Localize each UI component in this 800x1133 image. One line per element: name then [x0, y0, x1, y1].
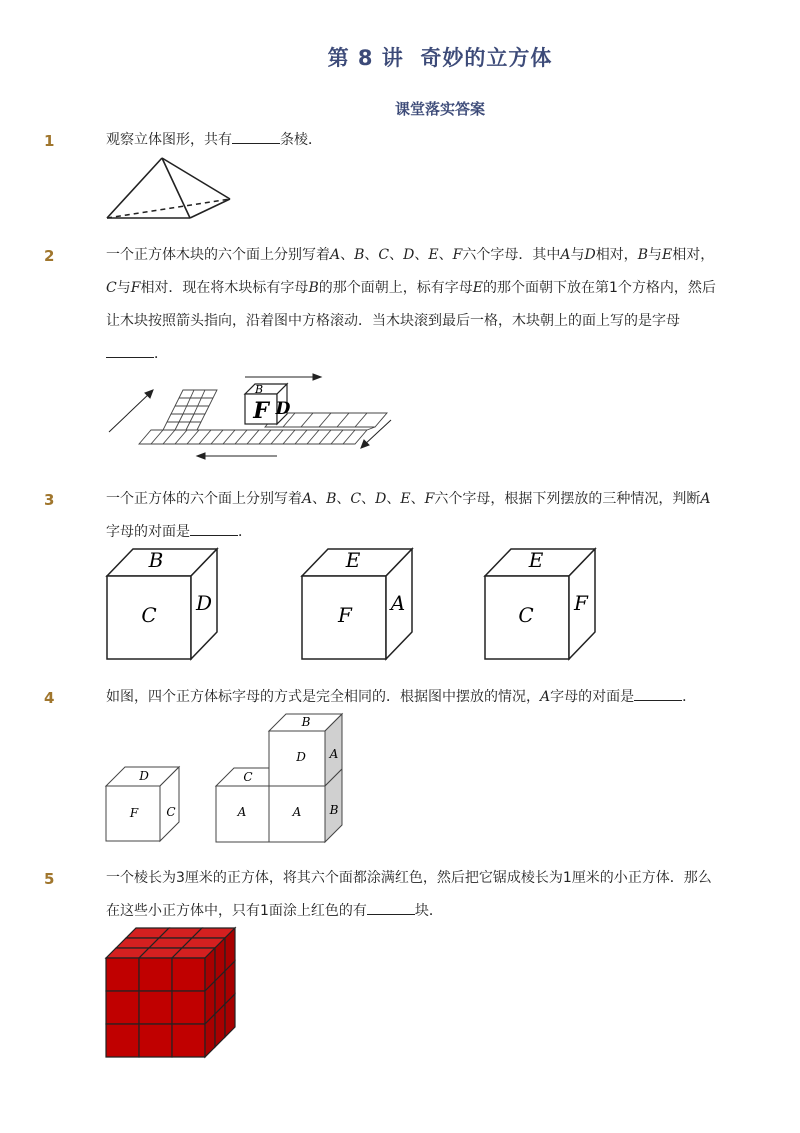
- page-subtitle: [0, 98, 800, 119]
- right-cube-side-letter: B: [329, 803, 339, 817]
- q2-letter: C: [378, 247, 390, 263]
- q2-letter: B: [354, 247, 365, 263]
- grid-line: [163, 430, 175, 444]
- grid-line: [343, 430, 355, 444]
- q4-text: 如图，四个正方体标字母的方式是完全相同的．根据图中摆放的情况，: [106, 689, 540, 705]
- grid-line: [151, 430, 163, 444]
- grid-line: [175, 430, 187, 444]
- cube-top-letter: B: [254, 383, 264, 396]
- q3-text: 、: [386, 491, 401, 507]
- top-cube-top-letter: B: [301, 715, 311, 729]
- grid-line: [271, 430, 283, 444]
- q2-letter: A: [330, 247, 341, 263]
- q2-text: 相对，: [672, 247, 715, 263]
- cube-side-letter: D: [275, 399, 291, 419]
- q2-text: 一个正方体木块的六个面上分别写着: [106, 247, 330, 263]
- q2-letter: E: [428, 247, 439, 263]
- cube-top-letter: B: [148, 548, 164, 572]
- question-text-2: [106, 239, 716, 371]
- q2-letter: D: [584, 247, 596, 263]
- q3-text: 字母的对面是: [106, 524, 190, 540]
- q2-letter: C: [106, 280, 117, 296]
- cube-front-letter: C: [141, 603, 157, 627]
- grid-line: [307, 430, 319, 444]
- cube-top-letter: E: [345, 548, 361, 572]
- grid-line: [319, 413, 331, 427]
- cube-figure-2: [300, 546, 415, 661]
- q2-text: 六个字母．其中: [462, 247, 561, 263]
- q2-text: 的那个面朝上，标有字母: [318, 280, 473, 296]
- arrow-right-up: [363, 420, 391, 446]
- q3-text: 、: [361, 491, 376, 507]
- grid-strip: [171, 390, 217, 414]
- q2-letter: B: [637, 247, 648, 263]
- cube-side-letter: D: [195, 591, 213, 615]
- q3-text: 、: [312, 491, 327, 507]
- answer-blank-1[interactable]: [232, 129, 280, 144]
- cube-front-letter: F: [338, 603, 352, 627]
- q2-text: 相对．现在将木块标有字母: [140, 280, 309, 296]
- q3-letter: C: [350, 491, 362, 507]
- q5-text: 块．: [414, 903, 443, 919]
- q2-text: 与: [570, 247, 585, 263]
- q4-text: 字母的对面是: [550, 689, 635, 705]
- answer-blank-3[interactable]: [190, 521, 238, 536]
- cube-top-letter: E: [528, 548, 544, 572]
- q3-letter: B: [326, 491, 337, 507]
- arrow-head: [197, 453, 205, 459]
- q3-letter: D: [375, 491, 387, 507]
- answer-blank-5[interactable]: [367, 900, 415, 915]
- grid-line: [259, 430, 271, 444]
- q1-text-b: 条棱．: [280, 132, 322, 148]
- q2-text: 相对，: [595, 247, 638, 263]
- small-cube-front-face: [172, 1024, 205, 1057]
- cube-front-letter: F: [253, 398, 269, 424]
- grid-line: [355, 413, 367, 427]
- q2-text: 、: [389, 247, 404, 263]
- grid-line: [283, 430, 295, 444]
- grid-line: [295, 430, 307, 444]
- q2-letter: B: [308, 280, 319, 296]
- question-text-3: [106, 483, 716, 549]
- cube-front-letter: C: [518, 603, 534, 627]
- grid-line: [337, 413, 349, 427]
- top-cube-side-letter: A: [329, 747, 339, 761]
- grid-line: [331, 430, 343, 444]
- q3-text: 、: [410, 491, 425, 507]
- arrow-head: [313, 374, 321, 380]
- q2-letter: D: [403, 247, 415, 263]
- grid-line: [367, 427, 375, 430]
- question-text-5: [106, 862, 716, 928]
- q3-text: ．: [238, 524, 252, 540]
- q3-letter: A: [700, 491, 711, 507]
- top-cube-front-letter: D: [296, 750, 306, 764]
- q2-text: 与: [647, 247, 662, 263]
- single-cube-figure: [105, 765, 185, 845]
- q3-text: 、: [336, 491, 351, 507]
- red-rubik-cube-figure: [105, 925, 240, 1060]
- grid-line: [235, 430, 247, 444]
- q2-text: 、: [340, 247, 355, 263]
- lecture-number: 第 8 讲: [327, 46, 404, 70]
- q2-letter: E: [661, 247, 673, 263]
- grid-line: [211, 430, 223, 444]
- lecture-title: 奇妙的立方体: [420, 46, 553, 70]
- small-cube-front-face: [172, 991, 205, 1024]
- small-cube-front-face: [139, 1024, 172, 1057]
- q3-text: 六个字母，根据下列摆放的三种情况，判断: [434, 491, 701, 507]
- cube-side-letter: F: [574, 591, 588, 615]
- answer-blank-2[interactable]: [106, 343, 154, 358]
- small-cube-front-face: [106, 991, 139, 1024]
- question-number-3: 3: [44, 491, 55, 509]
- small-cube-front-face: [106, 1024, 139, 1057]
- grid-line: [183, 390, 194, 414]
- q1-text-a: 观察立体图形，共有: [106, 132, 232, 148]
- right-cube-front-letter: A: [292, 805, 302, 819]
- q3-letter: E: [400, 491, 411, 507]
- cube-stack-figure: [215, 712, 350, 845]
- small-cube-front-face: [139, 991, 172, 1024]
- q2-letter: F: [452, 247, 463, 263]
- q3-text: 一个正方体的六个面上分别写着: [106, 491, 302, 507]
- cube-side-letter: A: [390, 591, 406, 615]
- question-text-4: [106, 681, 716, 714]
- question-number-1: 1: [44, 132, 55, 150]
- grid-line: [199, 430, 211, 444]
- grid-line: [187, 430, 199, 444]
- grid-line: [301, 413, 313, 427]
- pyramid-edge: [107, 158, 162, 218]
- small-cube-front-face: [139, 958, 172, 991]
- q4-text: ．: [682, 689, 697, 705]
- q2-text: 、: [364, 247, 379, 263]
- q2-text: 与: [116, 280, 131, 296]
- q5-text: 一个棱长为3厘米的正方体，将其六个面都涂满红色，然后把它锯成棱长为1厘米的小正方体．那么在这些小正方体中，只有1面涂上红色的有: [106, 870, 712, 919]
- q2-text: 、: [438, 247, 453, 263]
- q4-letter: A: [540, 689, 551, 705]
- small-cube-front-face: [106, 958, 139, 991]
- q3-letter: A: [302, 491, 313, 507]
- q2-text: 的那个面朝下放在第1个方格内，然后让木块按照箭头指向，沿着图中方格滚动．当木块滚到最后一格，木块朝上的面上写的是字母: [106, 280, 716, 329]
- q2-letter: A: [560, 247, 571, 263]
- question-number-4: 4: [44, 689, 55, 707]
- left-cube-top-letter: C: [243, 770, 253, 784]
- left-cube-front-letter: A: [237, 805, 247, 819]
- subtitle-text: 课堂落实答案: [394, 100, 485, 118]
- pyramid-edge: [190, 199, 230, 218]
- small-cube-front-face: [172, 958, 205, 991]
- question-number-2: 2: [44, 247, 55, 265]
- question-number-5: 5: [44, 870, 55, 888]
- pyramid-figure: [100, 150, 240, 225]
- q2-text: 、: [414, 247, 429, 263]
- cube-side-letter: C: [166, 805, 176, 819]
- q3-letter: F: [424, 491, 435, 507]
- grid-line: [247, 430, 259, 444]
- page-title: [0, 42, 800, 72]
- arrow-up-left: [109, 392, 151, 432]
- q2-letter: F: [130, 280, 141, 296]
- answer-blank-4[interactable]: [634, 686, 682, 701]
- grid-line: [223, 430, 235, 444]
- q2-text: ．: [154, 346, 168, 362]
- cube-top-letter: D: [139, 769, 149, 783]
- grid-line: [319, 430, 331, 444]
- rolling-grid-figure: [105, 370, 400, 465]
- cube-figure-3: [483, 546, 598, 661]
- q2-letter: E: [472, 280, 483, 296]
- cube-front-letter: F: [129, 806, 139, 820]
- grid-line: [194, 390, 205, 414]
- cube-figure-1: [105, 546, 220, 661]
